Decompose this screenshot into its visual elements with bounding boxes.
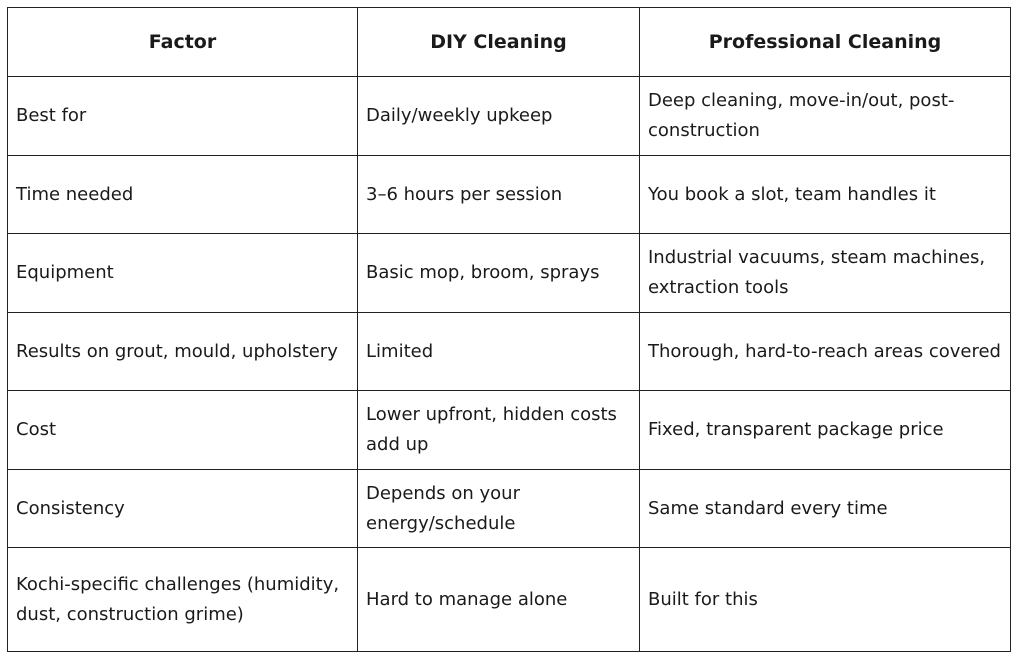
table-header-row [8, 8, 1011, 77]
diy-cell: Basic mop, broom, sprays [358, 234, 640, 313]
table-row [8, 470, 1011, 548]
factor-cell: Consistency [8, 470, 358, 548]
professional-cell: Fixed, transparent package price [640, 391, 1011, 470]
professional-cell: Built for this [640, 548, 1011, 652]
professional-cell: You book a slot, team handles it [640, 156, 1011, 234]
header-factor: Factor [8, 8, 358, 77]
professional-cell: Industrial vacuums, steam machines, extraction tools [640, 234, 1011, 313]
factor-cell: Equipment [8, 234, 358, 313]
professional-cell: Deep cleaning, move-in/out, post-construction [640, 77, 1011, 156]
table-row [8, 313, 1011, 391]
header-diy-cleaning: DIY Cleaning [358, 8, 640, 77]
factor-cell: Best for [8, 77, 358, 156]
header-professional-cleaning: Professional Cleaning [640, 8, 1011, 77]
diy-cell: Hard to manage alone [358, 548, 640, 652]
table-row [8, 234, 1011, 313]
table-row [8, 548, 1011, 652]
diy-cell: 3–6 hours per session [358, 156, 640, 234]
professional-cell: Thorough, hard-to-reach areas covered [640, 313, 1011, 391]
factor-cell: Time needed [8, 156, 358, 234]
comparison-table [7, 7, 1011, 652]
table-row [8, 391, 1011, 470]
table-row [8, 156, 1011, 234]
factor-cell: Results on grout, mould, upholstery [8, 313, 358, 391]
diy-cell: Limited [358, 313, 640, 391]
diy-cell: Depends on your energy/schedule [358, 470, 640, 548]
diy-cell: Lower upfront, hidden costs add up [358, 391, 640, 470]
factor-cell: Cost [8, 391, 358, 470]
factor-cell: Kochi-specific challenges (humidity, dust, construction grime) [8, 548, 358, 652]
table-row [8, 77, 1011, 156]
professional-cell: Same standard every time [640, 470, 1011, 548]
diy-cell: Daily/weekly upkeep [358, 77, 640, 156]
